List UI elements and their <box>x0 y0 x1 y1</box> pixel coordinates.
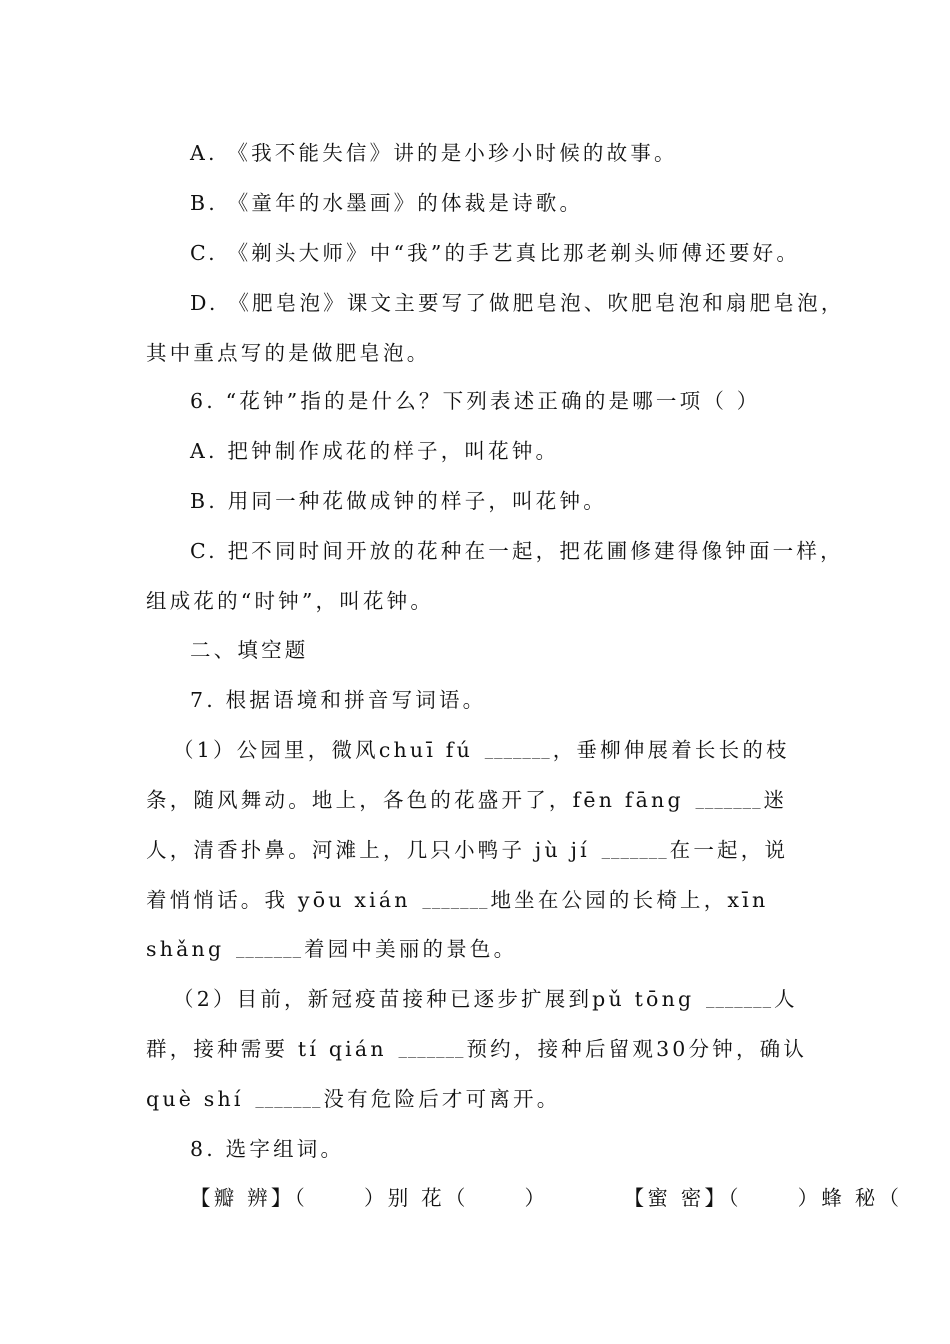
text-segment: ，垂柳伸展着长长的枝 <box>552 738 790 762</box>
q6-option-c-line1: C. 把不同时间开放的花种在一起，把花圃修建得像钟面一样， <box>190 539 844 563</box>
answer-blank[interactable]: _______ <box>255 1092 322 1108</box>
section-title-fill-blank: 二、填空题 <box>190 638 309 662</box>
text-segment: què shí <box>146 1087 254 1111</box>
text-segment: 着悄悄话。我 yōu xián <box>146 888 421 912</box>
open-paren: （ <box>444 1186 469 1210</box>
answer-blank[interactable]: _______ <box>422 893 489 909</box>
answer-blank[interactable]: _______ <box>484 743 551 759</box>
q7-p1-line4 <box>146 887 768 914</box>
answer-blank[interactable]: _______ <box>236 942 303 958</box>
q7-p1-line1 <box>173 737 790 764</box>
answer-blank[interactable]: _______ <box>706 992 773 1008</box>
q5-option-a: A. 《我不能失信》讲的是小珍小时候的故事。 <box>190 141 678 165</box>
q7-stem: 7. 根据语境和拼音写词语。 <box>190 688 487 712</box>
open-paren: （ <box>728 1186 742 1210</box>
text-segment: （1）公园里，微风chuī fú <box>173 738 483 762</box>
text-segment: 条，随风舞动。地上，各色的花盛开了，fēn fāng <box>146 788 694 812</box>
q6-option-c-line2: 组成花的“时钟”，叫花钟。 <box>146 589 435 613</box>
char-choice-group-1: 【瓣 辨】 <box>190 1186 295 1210</box>
q8-stem: 8. 选字组词。 <box>190 1137 345 1161</box>
text-segment: 在一起，说 <box>669 838 789 862</box>
q5-option-b: B. 《童年的水墨画》的体裁是诗歌。 <box>190 191 584 215</box>
text-segment: 地坐在公园的长椅上，xīn <box>490 888 769 912</box>
text-segment: 群，接种需要 tí qián <box>146 1037 397 1061</box>
q8-row <box>190 1185 902 1211</box>
q7-p2-line3 <box>146 1086 560 1113</box>
open-paren: （ <box>294 1186 308 1210</box>
word-prefix: 花 <box>421 1186 445 1210</box>
text-segment: 没有危险后才可离开。 <box>323 1087 561 1111</box>
q7-p2-line2 <box>146 1036 807 1063</box>
q6-stem: 6. “花钟”指的是什么？下列表述正确的是哪一项（ ） <box>190 389 761 413</box>
q5-option-c: C. 《剃头大师》中“我”的手艺真比那老剃头师傅还要好。 <box>190 241 801 265</box>
char-choice-group-2: 【蜜 密】 <box>623 1186 729 1210</box>
word-suffix: 别 <box>387 1186 412 1210</box>
text-segment: shǎng <box>146 937 234 961</box>
text-segment: 人 <box>774 987 798 1011</box>
answer-blank[interactable]: _______ <box>695 793 762 809</box>
q7-p2-line1 <box>173 986 798 1013</box>
answer-blank[interactable]: _______ <box>398 1042 465 1058</box>
close-paren: ） <box>363 1186 388 1210</box>
close-paren: ） <box>524 1186 549 1210</box>
word-suffix: 蜂 <box>821 1186 846 1210</box>
open-paren: （ <box>878 1186 903 1210</box>
text-segment: 预约，接种后留观30分钟，确认 <box>466 1037 808 1061</box>
word-prefix: 秘 <box>854 1186 879 1210</box>
q5-option-d-line1: D. 《肥皂泡》课文主要写了做肥皂泡、吹肥皂泡和扇肥皂泡， <box>190 291 845 315</box>
q6-option-b: B. 用同一种花做成钟的样子，叫花钟。 <box>190 489 607 513</box>
text-segment: 迷 <box>763 788 788 812</box>
close-paren: ） <box>797 1186 822 1210</box>
q7-p1-line5 <box>146 936 517 963</box>
answer-blank[interactable]: _______ <box>601 843 668 859</box>
q7-p1-line3 <box>146 837 788 864</box>
q6-option-a: A. 把钟制作成花的样子，叫花钟。 <box>190 439 560 463</box>
q5-option-d-line2: 其中重点写的是做肥皂泡。 <box>146 341 431 365</box>
text-segment: 人，清香扑鼻。河滩上，几只小鸭子 jù jí <box>146 838 600 862</box>
text-segment: （2）目前，新冠疫苗接种已逐步扩展到pǔ tōng <box>173 987 705 1011</box>
q7-p1-line2 <box>146 787 787 814</box>
text-segment: 着园中美丽的景色。 <box>304 937 518 961</box>
